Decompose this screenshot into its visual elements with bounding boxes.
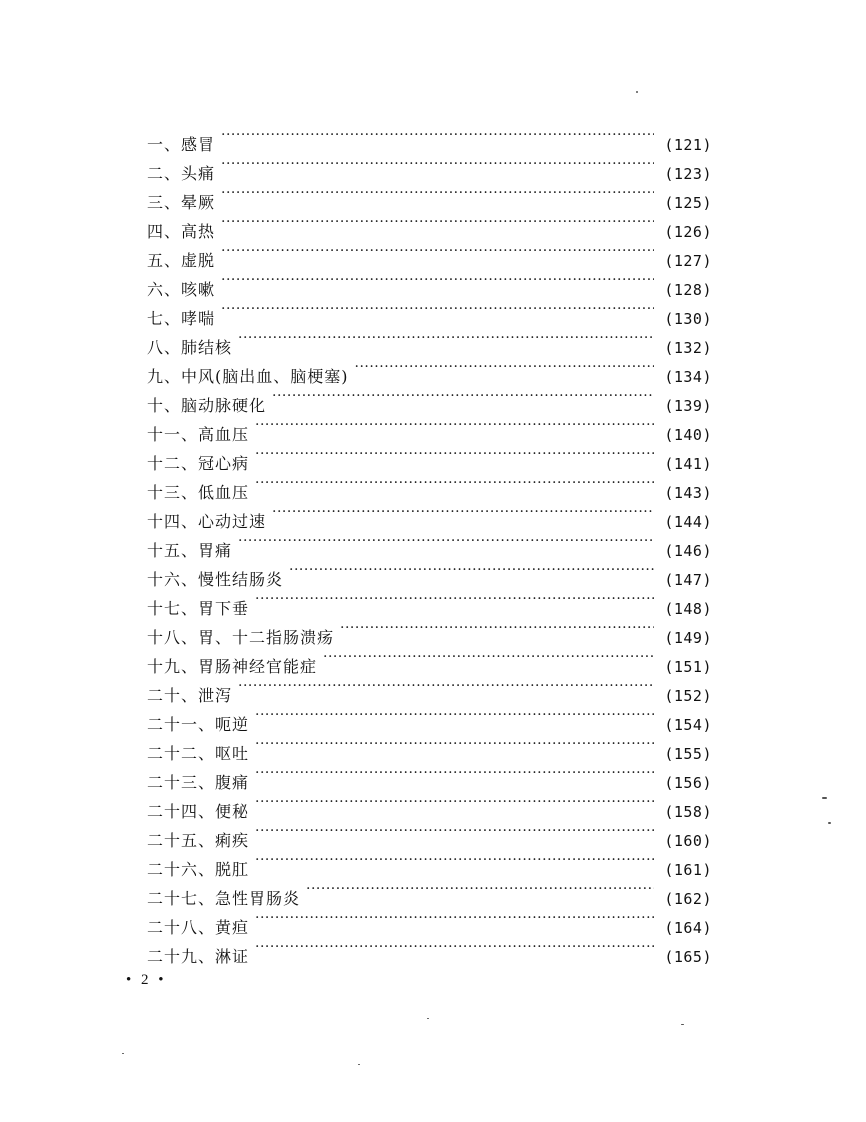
toc-entry-page: (143) — [664, 484, 712, 502]
toc-entry-page: (140) — [664, 426, 712, 444]
toc-entry-page: (147) — [664, 571, 712, 589]
toc-entry-page: (152) — [664, 687, 712, 705]
toc-entry-page: (151) — [664, 658, 712, 676]
dot-leader — [255, 904, 654, 933]
dot-leader — [221, 179, 654, 208]
toc-entry-title: 四、高热 — [147, 222, 216, 241]
toc-entry-title: 九、中风(脑出血、脑梗塞) — [147, 367, 349, 386]
toc-entry-title: 二十一、呃逆 — [147, 715, 250, 734]
toc-entry-title: 二十二、呕吐 — [147, 744, 250, 763]
scan-speck — [358, 1064, 360, 1065]
dot-leader — [340, 614, 654, 643]
dot-leader — [272, 498, 654, 527]
dot-leader — [255, 411, 654, 440]
toc-entry-page: (144) — [664, 513, 712, 531]
toc-entry-page: (130) — [664, 310, 712, 328]
dot-leader — [323, 643, 654, 672]
toc-entry-page: (126) — [664, 223, 712, 241]
dot-leader — [255, 759, 654, 788]
toc-entry-title: 二、头痛 — [147, 164, 216, 183]
dot-leader — [221, 121, 654, 150]
toc-entry-title: 八、肺结核 — [147, 338, 233, 357]
scan-speck — [822, 797, 827, 799]
toc-entry-title: 十七、胃下垂 — [147, 599, 250, 618]
dot-leader — [221, 208, 654, 237]
toc-entry-title: 十三、低血压 — [147, 483, 250, 502]
scan-speck — [122, 1053, 124, 1054]
toc-entry — [147, 266, 712, 299]
toc-entry-title: 二十九、淋证 — [147, 947, 250, 966]
dot-leader — [255, 846, 654, 875]
dot-leader — [255, 469, 654, 498]
scan-speck — [636, 91, 638, 93]
toc-entry-page: (165) — [664, 948, 712, 966]
toc-entry-title: 三、晕厥 — [147, 193, 216, 212]
scan-speck — [828, 822, 831, 824]
toc-entry-title: 二十、泄泻 — [147, 686, 233, 705]
toc-entry-title: 二十七、急性胃肠炎 — [147, 889, 301, 908]
dot-leader — [221, 150, 654, 179]
toc-entry — [147, 179, 712, 212]
toc-entry — [147, 237, 712, 270]
table-of-contents — [147, 121, 712, 966]
toc-entry-title: 十四、心动过速 — [147, 512, 267, 531]
toc-entry-page: (127) — [664, 252, 712, 270]
toc-entry-page: (160) — [664, 832, 712, 850]
dot-leader — [255, 440, 654, 469]
toc-entry-title: 十五、胃痛 — [147, 541, 233, 560]
page-number: • 2 • — [126, 972, 167, 988]
toc-entry-title: 五、虚脱 — [147, 251, 216, 270]
toc-entry-title: 六、咳嗽 — [147, 280, 216, 299]
dot-leader — [255, 933, 654, 962]
toc-entry-page: (156) — [664, 774, 712, 792]
toc-entry-page: (132) — [664, 339, 712, 357]
toc-entry-page: (134) — [664, 368, 712, 386]
toc-entry-page: (154) — [664, 716, 712, 734]
toc-entry — [147, 150, 712, 183]
dot-leader — [255, 585, 654, 614]
dot-leader — [289, 556, 654, 585]
toc-entry-page: (155) — [664, 745, 712, 763]
toc-entry-page: (121) — [664, 136, 712, 154]
scan-speck — [427, 1018, 429, 1019]
toc-entry-title: 二十八、黄疸 — [147, 918, 250, 937]
toc-entry-page: (146) — [664, 542, 712, 560]
toc-entry-title: 十、脑动脉硬化 — [147, 396, 267, 415]
toc-entry-page: (125) — [664, 194, 712, 212]
toc-entry — [147, 208, 712, 241]
toc-entry-page: (128) — [664, 281, 712, 299]
toc-entry-title: 二十四、便秘 — [147, 802, 250, 821]
toc-entry-title: 十二、冠心病 — [147, 454, 250, 473]
toc-entry-page: (123) — [664, 165, 712, 183]
toc-entry — [147, 324, 712, 357]
toc-entry-title: 一、感冒 — [147, 135, 216, 154]
dot-leader — [272, 382, 654, 411]
dot-leader — [255, 730, 654, 759]
dot-leader — [355, 353, 655, 382]
dot-leader — [255, 788, 654, 817]
dot-leader — [238, 672, 654, 701]
toc-entry-title: 二十五、痢疾 — [147, 831, 250, 850]
dot-leader — [221, 295, 654, 324]
toc-entry-title: 十八、胃、十二指肠溃疡 — [147, 628, 335, 647]
dot-leader — [221, 266, 654, 295]
dot-leader — [255, 701, 654, 730]
scan-speck — [681, 1024, 684, 1025]
toc-entry-page: (141) — [664, 455, 712, 473]
toc-entry-title: 十九、胃肠神经官能症 — [147, 657, 318, 676]
toc-entry-page: (149) — [664, 629, 712, 647]
toc-entry-title: 二十三、腹痛 — [147, 773, 250, 792]
toc-entry-page: (161) — [664, 861, 712, 879]
toc-entry-page: (158) — [664, 803, 712, 821]
dot-leader — [238, 527, 654, 556]
toc-entry-title: 十六、慢性结肠炎 — [147, 570, 284, 589]
dot-leader — [238, 324, 654, 353]
dot-leader — [306, 875, 654, 904]
toc-entry-title: 七、哮喘 — [147, 309, 216, 328]
toc-entry-page: (148) — [664, 600, 712, 618]
dot-leader — [221, 237, 654, 266]
toc-entry-title: 二十六、脱肛 — [147, 860, 250, 879]
toc-entry — [147, 295, 712, 328]
toc-entry-page: (164) — [664, 919, 712, 937]
toc-entry-page: (139) — [664, 397, 712, 415]
toc-entry-page: (162) — [664, 890, 712, 908]
toc-entry — [147, 121, 712, 154]
toc-entry-title: 十一、高血压 — [147, 425, 250, 444]
dot-leader — [255, 817, 654, 846]
